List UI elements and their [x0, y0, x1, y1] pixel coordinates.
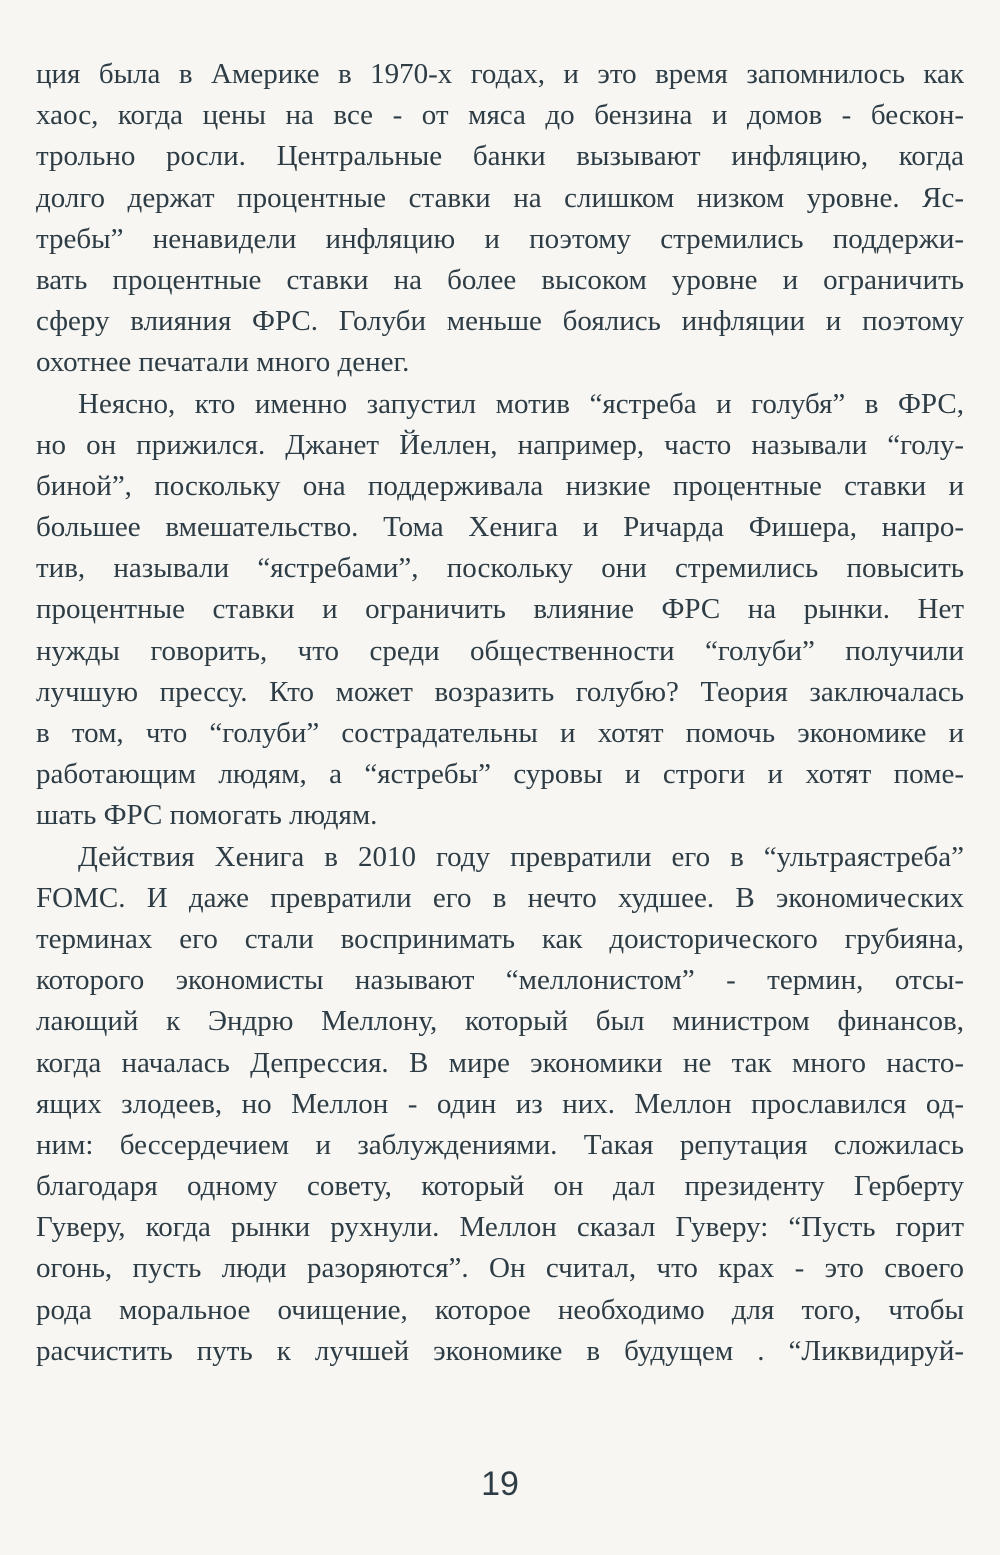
page-number: 19 [481, 1465, 519, 1503]
text-line: FOMC. И даже превратили его в нечто худшее. В экономических [36, 881, 964, 914]
text-line: ящих злодеев, но Меллон - один из них. Меллон прославился од- [36, 1087, 964, 1120]
text-line: ция была в Америке в 1970-х годах, и это время запомнилось как [36, 58, 964, 90]
page-text [36, 54, 964, 1372]
text-line: терминах его стали воспринимать как доисторического грубияна, [36, 922, 964, 955]
text-line: работающим людям, а “ястребы” суровы и строги и хотят поме- [36, 758, 964, 791]
text-line: требы” ненавидели инфляцию и поэтому стремились поддержи- [36, 222, 964, 255]
paragraph [36, 837, 964, 1372]
paragraph [36, 54, 964, 384]
text-line: долго держат процентные ставки на слишком низком уровне. Яс- [36, 181, 964, 214]
text-line: шать ФРС помогать людям. [36, 799, 378, 832]
text-line: Действия Хенига в 2010 году превратили его в “ультраястреба” [78, 840, 964, 873]
text-line: расчистить путь к лучшей экономике в будущем . “Ликвидируй- [36, 1334, 964, 1367]
text-line: охотнее печатали много денег. [36, 346, 410, 379]
text-line: тив, называли “ястребами”, поскольку они стремились повысить [36, 552, 964, 585]
text-line: вать процентные ставки на более высоком уровне и ограничить [36, 263, 964, 296]
text-line: сферу влияния ФРС. Голуби меньше боялись инфляции и поэтому [36, 305, 964, 338]
text-line: большее вмешательство. Тома Хенига и Ричарда Фишера, напро- [36, 511, 964, 544]
text-line: процентные ставки и ограничить влияние ФРС на рынки. Нет [36, 593, 964, 626]
text-line: лающий к Эндрю Меллону, который был министром финансов, [36, 1005, 964, 1038]
text-line: но он прижился. Джанет Йеллен, например, часто называли “голу- [36, 428, 964, 461]
text-line: хаос, когда цены на все - от мяса до бензина и домов - бескон- [36, 99, 964, 132]
text-line: огонь, пусть люди разоряются”. Он считал, что крах - это своего [36, 1252, 964, 1285]
text-line: ним: бессердечием и заблуждениями. Такая репутация сложилась [36, 1128, 964, 1161]
text-line: Неясно, кто именно запустил мотив “ястреба и голубя” в ФРС, [78, 387, 964, 420]
text-line: нужды говорить, что среди общественности “голуби” получили [36, 634, 964, 667]
text-line: рода моральное очищение, которое необходимо для того, чтобы [36, 1293, 964, 1326]
text-line: благодаря одному совету, который он дал президенту Герберту [36, 1170, 964, 1203]
text-line: в том, что “голуби” сострадательны и хотят помочь экономике и [36, 717, 964, 749]
text-line: которого экономисты называют “меллонистом” - термин, отсы- [36, 964, 964, 997]
text-line: биной”, поскольку она поддерживала низкие процентные ставки и [36, 469, 964, 502]
text-line: трольно росли. Центральные банки вызывают инфляцию, когда [36, 140, 964, 173]
paragraph [36, 384, 964, 837]
text-line: лучшую прессу. Кто может возразить голубю? Теория заключалась [36, 675, 964, 708]
text-line: когда началась Депрессия. В мире экономики не так много насто- [36, 1046, 964, 1079]
text-line: Гуверу, когда рынки рухнули. Меллон сказал Гуверу: “Пусть горит [36, 1211, 964, 1244]
